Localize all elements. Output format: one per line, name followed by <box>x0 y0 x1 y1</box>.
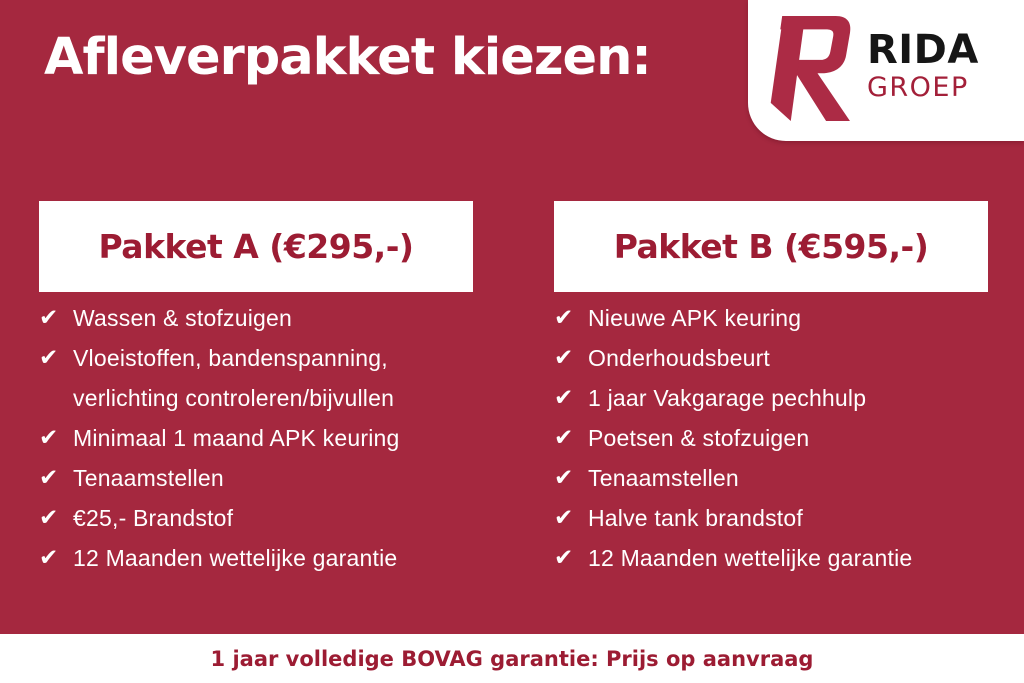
feature-text: 12 Maanden wettelijke garantie <box>588 545 913 571</box>
feature-text: Vloeistoffen, bandenspanning, verlichting controleren/bijvullen <box>73 345 395 411</box>
logo-brand-text: RIDA <box>867 26 979 73</box>
feature-item <box>39 338 473 418</box>
check-icon: ✔ <box>39 425 59 451</box>
package-b-column <box>554 201 988 578</box>
check-icon: ✔ <box>39 505 59 531</box>
feature-text: €25,- Brandstof <box>73 505 234 531</box>
feature-item <box>39 298 473 338</box>
page-title: Afleverpakket kiezen: <box>44 28 651 87</box>
footer-bar <box>0 634 1024 683</box>
feature-text: Nieuwe APK keuring <box>588 305 802 331</box>
feature-item <box>39 418 473 458</box>
feature-text: Wassen & stofzuigen <box>73 305 292 331</box>
feature-text: 12 Maanden wettelijke garantie <box>73 545 398 571</box>
feature-item <box>39 458 473 498</box>
package-a-title: Pakket A (€295,-) <box>98 227 414 266</box>
package-a-column <box>39 201 473 578</box>
check-icon: ✔ <box>554 305 574 331</box>
feature-item <box>554 418 988 458</box>
feature-text: Tenaamstellen <box>588 465 739 491</box>
check-icon: ✔ <box>39 465 59 491</box>
check-icon: ✔ <box>554 425 574 451</box>
feature-item <box>554 338 988 378</box>
feature-item <box>554 458 988 498</box>
feature-text: Poetsen & stofzuigen <box>588 425 810 451</box>
check-icon: ✔ <box>39 305 59 331</box>
check-icon: ✔ <box>554 505 574 531</box>
feature-item <box>554 298 988 338</box>
feature-item <box>554 538 988 578</box>
package-b-title: Pakket B (€595,-) <box>613 227 929 266</box>
feature-text: Onderhoudsbeurt <box>588 345 771 371</box>
package-a-header <box>39 201 473 292</box>
feature-item <box>554 498 988 538</box>
check-icon: ✔ <box>554 385 574 411</box>
check-icon: ✔ <box>554 345 574 371</box>
check-icon: ✔ <box>39 545 59 571</box>
logo-sub-text: GROEP <box>867 71 969 103</box>
logo-wordmark <box>867 26 979 103</box>
feature-item <box>39 538 473 578</box>
feature-text: 1 jaar Vakgarage pechhulp <box>588 385 867 411</box>
check-icon: ✔ <box>39 345 59 371</box>
feature-item <box>39 498 473 538</box>
feature-text: Tenaamstellen <box>73 465 224 491</box>
feature-item <box>554 378 988 418</box>
package-b-header <box>554 201 988 292</box>
footer-text: 1 jaar volledige BOVAG garantie: Prijs op aanvraag <box>210 646 814 671</box>
check-icon: ✔ <box>554 465 574 491</box>
package-a-feature-list <box>39 298 473 578</box>
feature-text: Halve tank brandstof <box>588 505 803 531</box>
rida-r-logo-icon <box>762 16 852 121</box>
rida-logo-card <box>748 0 1024 141</box>
package-b-feature-list <box>554 298 988 578</box>
feature-text: Minimaal 1 maand APK keuring <box>73 425 400 451</box>
check-icon: ✔ <box>554 545 574 571</box>
